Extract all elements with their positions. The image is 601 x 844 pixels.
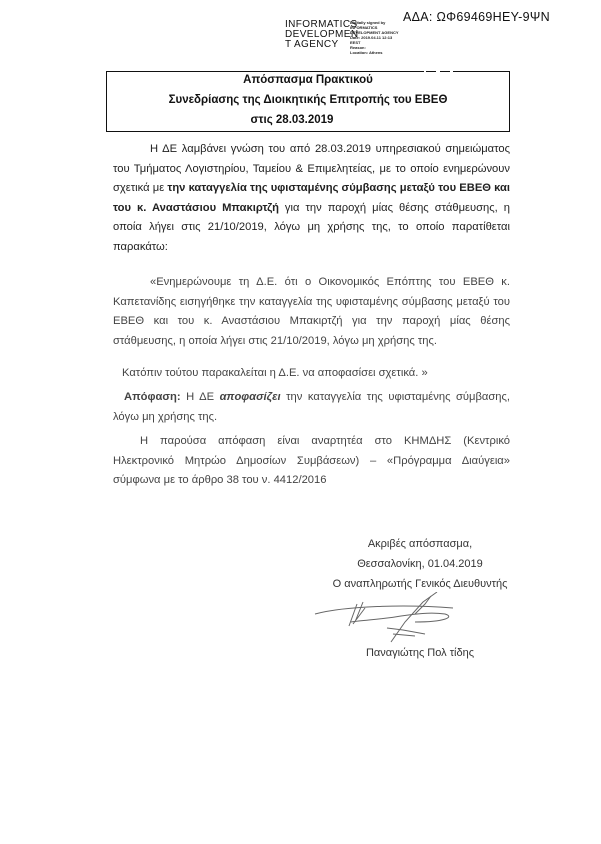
title-line-2: Συνεδρίασης της Διοικητικής Επιτροπής του ΕΒΕΘ [168,94,448,106]
ada-code: ΑΔΑ: ΩΦ69469ΗΕΥ-9ΨΝ [403,10,550,24]
sig-meta-line: Digitally signed by [350,20,386,25]
sig-meta-line: Location: Athens [350,50,383,55]
place-date: Θεσσαλονίκη, 01.04.2019 [357,558,483,570]
sig-meta-line: INFORMATICS [350,25,378,30]
decision-text: την καταγγελία της υφισταμένης σύμβασης, λόγω μη χρήσης της. [113,391,511,423]
quote-closing: Κατόπιν τούτου παρακαλείται η Δ.Ε. να αποφασίσει σχετικά. » [122,367,428,379]
title-line-1: Απόσπασμα Πρακτικού [243,74,373,86]
signatory-title: Ο αναπληρωτής Γενικός Διευθυντής [332,578,508,590]
agency-line-2: DEVELOPMEN [285,29,359,40]
title-box [106,71,510,132]
intro-text-cont: για την παροχή μίας θέσης στάθμευσης, η οποία λήγει στις 21/10/2019, λόγω μη χρήσης της, το οποίο παρατίθεται παρακάτω: [113,201,510,253]
sig-meta-line: Date: 2019.04.11 12:13 [350,35,393,40]
intro-paragraph [113,140,510,257]
digital-signature-stamp [350,20,399,55]
intro-text: Η ΔΕ λαμβάνει γνώση του από 28.03.2019 υπηρεσιακού σημειώματος του Τμήματος Λογιστηρίου, Ταμείου & Επιμελητείας, με το οποίο ενημερώνουν σχετικά με [113,143,510,194]
agency-line-3: T AGENCY [285,39,339,50]
agency-logo-text [285,20,358,50]
signatory-name: Παναγιώτης Πολ τίδης [365,647,475,659]
quoted-memo [113,273,510,351]
agency-line-1: INFORMATICS [285,19,358,30]
sig-meta-line: Reason: [350,45,366,50]
decision-label: Απόφαση: [124,391,181,403]
certified-copy-label: Ακριβές απόσπασμα, [367,538,473,550]
publication-text: Η παρούσα απόφαση είναι αναρτητέα στο ΚΗΜΔΗΣ (Κεντρικό Ηλεκτρονικό Μητρώο Δημοσίων Συμβάσεων) – «Πρόγραμμα Διαύγεια» σύμφωνα με το άρθρο 38 του ν. 4412/2016 [113,435,510,486]
decision-verb: αποφασίζει [219,391,281,403]
title-line-3: στις 28.03.2019 [250,114,334,126]
sig-meta-line: EEST [350,40,361,45]
handwritten-signature-icon [305,592,470,647]
signature-block [300,534,540,594]
intro-bold-text: την καταγγελία της υφισταμένης σύμβασης μεταξύ του ΕΒΕΘ και του κ. Αναστάσιου Μπακιρτζή [113,182,511,214]
decision-subject: Η ΔΕ [186,391,215,403]
sig-meta-line: DEVELOPMENT AGENCY [350,30,399,35]
publication-paragraph [113,432,510,491]
quote-text: «Ενημερώνουμε τη Δ.Ε. ότι ο Οικονομικός Επόπτης του ΕΒΕΘ κ. Καπετανίδης εισηγήθηκε την καταγγελία της υφισταμένης σύμβασης μεταξύ του ΕΒΕΘ και του κ. Αναστάσιου Μπακιρτζή για την παροχή μίας θέσης στάθμευσης, η οποία λήγει στις 21/10/2019, λόγω μη χρήσης της. [113,276,510,347]
decision-paragraph [113,388,510,427]
